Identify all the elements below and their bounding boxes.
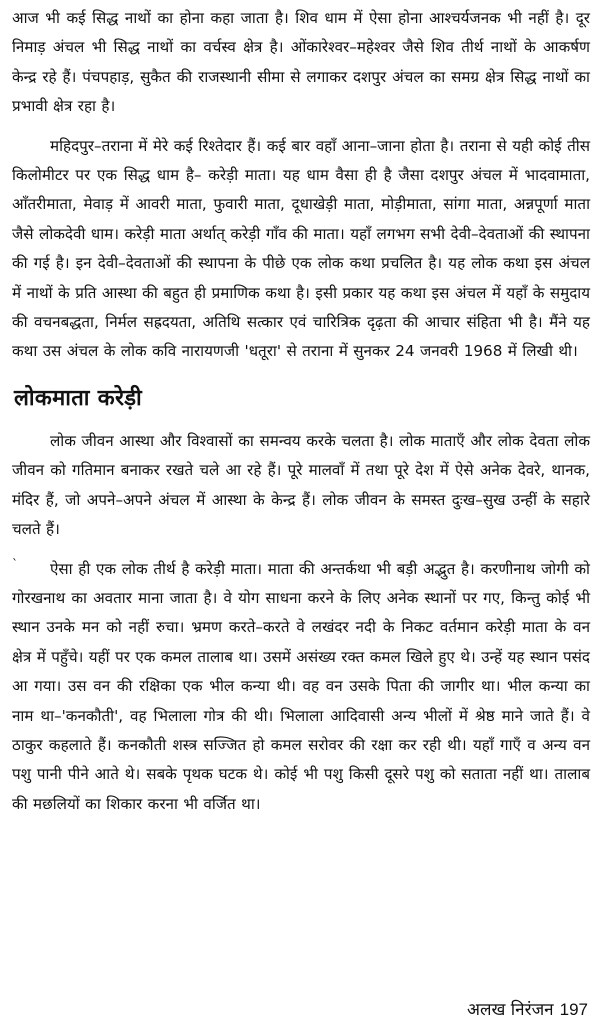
paragraph-lok-jeevan: लोक जीवन आस्था और विश्वासों का समन्वय करके चलता है। लोक माताएँ और लोक देवता लोक जीवन को गतिमान बनाकर रखते चले आ रहे हैं। पूरे मालवाँ में तथा पूरे देश में ऐसे अनेक देवरे, थानक, मंदिर हैं, जो अपने–अपने अंचल में आस्था के केन्द्र हैं। लोक जीवन के समस्त दुःख–सुख उन्हीं के सहारे चलते हैं। bbox=[12, 431, 590, 539]
running-title: अलख निरंजन bbox=[466, 1000, 554, 1020]
paragraph-karni-nath-story-text: ऐसा ही एक लोक तीर्थ है करेड़ी माता। माता की अन्तर्कथा भी बड़ी अद्भुत है। करणीनाथ जोगी को गोरखनाथ का अवतार माना जाता है। वे योग साधना करने के लिए अनेक स्थानों पर गए, किन्तु कोई भी स्थान उनके मन को नहीं रुचा। भ्रमण करते–करते वे लखंदर नदी के निकट वर्तमान करेड़ी माता के वन क्षेत्र में पहुँचे। यहीं पर एक कमल तालाब था। उसमें असंख्य रक्त कमल खिले हुए थे। उन्हें यह स्थान पसंद आ गया। उस वन की रक्षिका एक भील कन्या थी। वह वन उसके पिता की जागीर था। भील कन्या का नाम था–'कनकौती', वह भिलाला गोत्र की थी। भिलाला आदिवासी अन्य भीलों में श्रेष्ठ माने जाते हैं। वे ठाकुर कहलाते हैं। कनकौती शस्त्र सज्जित हो कमल सरोवर की रक्षा कर रही थी। यहाँ गाएँ व अन्य वन पशु पानी पीने आते थे। सबके पृथक घटक थे। कोई भी पशु किसी दूसरे पशु को सताता नहीं था। तालाब की मछलियों का शिकार करना भी वर्जित था। bbox=[12, 559, 590, 813]
paragraph-karni-nath-story bbox=[12, 555, 590, 820]
paragraph-karedi-mata-dham: महिदपुर–तराना में मेरे कई रिश्तेदार हैं। कई बार वहाँ आना–जाना होता है। तराना से यही कोई तीस किलोमीटर पर एक सिद्ध धाम है– करेड़ी माता। यह धाम वैसा ही है जैसा दशपुर अंचल में भादवामाता, ऑंतरीमाता, मेवाड़ में आवरी माता, फुवारी माता, दूधाखेड़ी माता, मोड़ीमाता, सांगा माता, अन्नपूर्णा माता जैसे लोकदेवी धाम। करेड़ी माता अर्थात् करेड़ी गाँव की माता। यहाँ लगभग सभी देवी–देवताओं की स्थापना की गई है। इन देवी–देवताओं की स्थापना के पीछे एक लोक कथा प्रचलित है। यह लोक कथा इस अंचल में नाथों के प्रति आस्था की बहुत ही प्रमाणिक कथा है। इसी प्रकार यह कथा इस अंचल में यहाँ के समुदाय की वचनबद्धता, निर्मल सह्रदयता, अतिथि सत्कार एवं चारित्रिक दृढ़ता की आचार संहिता भी है। मैंने यह कथा उस अंचल के लोक कवि नारायणजी 'धतूरा' से तराना में सुनकर 24 जनवरी 1968 में लिखी थी। bbox=[12, 136, 590, 361]
section-heading: लोकमाता करेड़ी bbox=[14, 385, 143, 411]
page-number: 197 bbox=[559, 1000, 588, 1019]
page-footer bbox=[467, 998, 588, 1022]
stray-print-mark: ` bbox=[12, 556, 18, 571]
paragraph-siddh-nath-region: आज भी कई सिद्ध नाथों का होना कहा जाता है। शिव धाम में ऐसा होना आश्चर्यजनक भी नहीं है। दूर निमाड़ अंचल भी सिद्ध नाथों का वर्चस्व क्षेत्र है। ओंकारेश्वर–महेश्वर जैसे शिव तीर्थ नाथों के आकर्षण केन्द्र रहे हैं। पंचपहाड़, सुकैत की राजस्थानी सीमा से लगाकर दशपुर अंचल का समग्र क्षेत्र सिद्ध नाथों का प्रभावी क्षेत्र रहा है। bbox=[12, 9, 590, 116]
